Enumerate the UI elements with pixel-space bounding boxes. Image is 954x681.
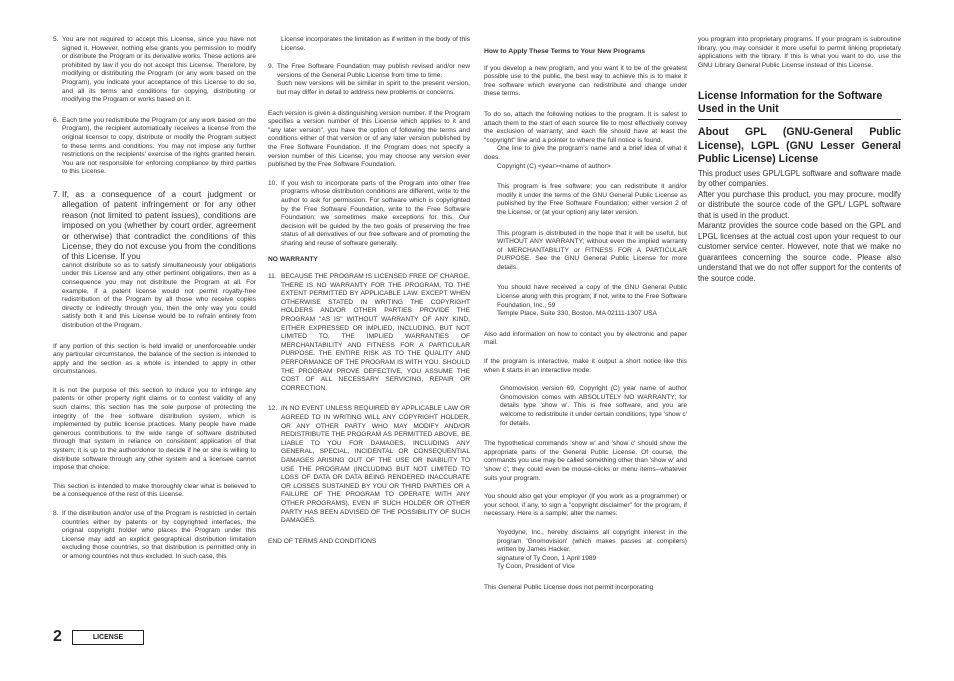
copyright-line: Copyright (C) <year><name of author>: [497, 162, 611, 170]
item-number: 11.: [268, 273, 277, 281]
item-number: 12.: [268, 405, 278, 413]
item-number: 8.: [53, 510, 59, 517]
item-text: cannot distribute so as to satisfy simultaneously your obligations under this License and any other pertinent obligations, then as a consequence you may not distribute the Program at all. For example, if a patent license would not permit royalty-free redistribution of the Program by all those who receive copies directly or indirectly through you, then the only way you could satisfy both it and this License would be to refrain entirely from distribution of the Program.: [62, 261, 256, 329]
paragraph: This product uses GPL/LGPL software and software made by other companies.: [698, 168, 901, 189]
end-of-terms: END OF TERMS AND CONDITIONS: [268, 537, 377, 545]
paragraph: If the program is interactive, make it output a short notice like this when it starts in an interactive mode:: [484, 358, 687, 374]
paragraph: If any portion of this section is held invalid or unenforceable under any particular circumstance, the balance of the section is intended to apply and the section as a whole is intended to apply in other circumstances.: [53, 342, 256, 376]
gpl-body: [698, 169, 901, 285]
column-1: [53, 36, 256, 570]
item-number: 10.: [268, 179, 278, 187]
section-title: License Information for the Software Used in the Unit: [698, 90, 901, 120]
paragraph: After you purchase this product, you may procure, modify or distribute the source code of the GPL/ LGPL software that is used in the product.: [698, 189, 901, 220]
signature-name: Ty Coon, President of Vice: [497, 563, 575, 571]
paragraph: This program is free software; you can redistribute it and/or modify it under the terms of the GNU General Public License as published by the Free Software Foundation; either version 2 of the License, or (at your option) any later version.: [497, 183, 687, 216]
paragraph: Yoyodyne, Inc., hereby disclaims all copyright interest in the program 'Gnomovision' (which makes passes at compilers) written by James Hacker.: [497, 528, 687, 554]
license-item-9: [268, 63, 470, 97]
paragraph: Marantz provides the source code based on the GPL and LPGL licenses at the actual cost upon your request to our customer service center. However, note that we make no guarantees concerning the source code. Please also understand that we do not offer support for the contents of the source code.: [698, 221, 901, 283]
item-text: If you wish to incorporate parts of the Program into other free programs whose distribution conditions are different, write to the author to ask for permission. For software which is copyrighted by the Free Software Foundation, write to the Free Software Foundation; we sometimes make exceptions for this. Our decision will be guided by the two goals of preserving the free status of all derivatives of our free software and of promoting the sharing and reuse of software generally.: [281, 179, 470, 247]
license-item-6: [53, 117, 256, 177]
page-number: 2: [53, 628, 62, 645]
license-item-5: [53, 36, 256, 105]
paragraph: You should have received a copy of the GNU General Public License along with this program; if not, write to the Free Software Foundation, Inc., 59: [497, 284, 687, 309]
paragraph: This section is intended to make thoroughly clear what is believed to be a consequence of the rest of this License.: [53, 482, 256, 499]
paragraph: This program is distributed in the hope that it will be useful, but WITHOUT ANY WARRANTY; without even the implied warranty of MERCHANTABILITY or FITNESS FOR A PARTICULAR PURPOSE. See the GNU General Public License for more details.: [497, 229, 687, 271]
how-to-apply-heading: How to Apply These Terms to Your New Programs: [484, 48, 646, 55]
item-text: Each time you redistribute the Program (or any work based on the Program), the recipient automatically receives a license from the original licensor to copy, distribute or modify the Program subject to these terms and conditions. You may not impose any further restrictions on the recipients' exercise of the rights granted herein. You are not responsible for enforcing compliance by third parties to this License.: [62, 116, 256, 176]
paragraph: You should also get your employer (if you work as a programmer) or your school, if any, to sign a "copyright disclaimer" for the program, if necessary. Here is a sample; alter the names:: [484, 493, 687, 518]
no-warranty-heading: NO WARRANTY: [268, 256, 318, 264]
license-item-7: [53, 189, 256, 331]
item-number: 9.: [268, 63, 274, 71]
column-3: [484, 36, 687, 601]
section-label: LICENSE: [72, 630, 144, 645]
signature-line: signature of Ty Coon, 1 April 1989: [497, 554, 597, 562]
item-number: 6.: [53, 116, 59, 124]
item-number: 5.: [53, 36, 59, 43]
license-item-10: [268, 180, 470, 249]
item-text: If the distribution and/or use of the Program is restricted in certain countries either by patents or by copyrighted interfaces, the original copyright holder who places the Program under this License may add an explicit geographical distribution limitation excluding those countries, so that distribution is permitted only in or among countries not thus excluded. In such case, this: [62, 510, 256, 560]
paragraph: you program into proprietary programs. If your program is subroutine library, you may consider it more useful to permit linking proprietary applications with the library. If this is what you want to do, use the GNU Library General Public License instead of this License.: [698, 36, 901, 69]
item-text: BECAUSE THE PROGRAM IS LICENSED FREE OF CHARGE, THERE IS NO WARRANTY FOR THE PROGRAM, TO THE EXTENT PERMITTED BY APPLICABLE LAW. EXCEPT WHEN OTHERWISE STATED IN WRITING THE COPYRIGHT HOLDERS AND/OR OTHER PARTIES PROVIDE THE PROGRAM "AS IS" WITHOUT WARRANTY OF ANY KIND, EITHER EXPRESSED OR IMPLIED, INCLUDING, BUT NOT LIMITED TO, THE IMPLIED WARRANTIES OF MERCHANTABILITY AND FITNESS FOR A PARTICULAR PURPOSE. THE ENTIRE RISK AS TO THE QUALITY AND PERFORMANCE OF THE PROGRAM IS WITH YOU. SHOULD THE PROGRAM PROVE DEFECTIVE, YOU ASSUME THE COST OF ALL NECESSARY SERVICING, REPAIR OR CORRECTION.: [281, 273, 470, 392]
paragraph: Each version is given a distinguishing version number. If the Program specifies a version number of this License which applies to it and "any later version", you have the option of following the terms and conditions either of that version or of any later version published by the Free Software Foundation. If the Program does not specify a version number of this License, you may choose any version ever published by the Free Software Foundation.: [268, 109, 470, 169]
column-4: [698, 36, 901, 284]
paragraph: This General Public License does not permit incorporating: [484, 583, 654, 591]
paragraph: The hypothetical commands 'show w' and 'show c' should show the appropriate parts of the General Public License. Of course, the commands you use may be called something other than 'show w' and 'show c'; they could even be mouse-clicks or menu items--whatever suits your program.: [484, 440, 687, 482]
paragraph: License incorporates the limitation as if written in the body of this License.: [281, 36, 470, 52]
paragraph: Gnomovision version 69, Copyright (C) year name of author Gnomovision comes with ABSOLUTELY NO WARRANTY; for details type 'show w'. This is free software, and you are welcome to redistribute it under certain conditions; type 'show c' for details.: [500, 385, 687, 427]
paragraph: If you develop a new program, and you want it to be of the greatest possible use to the public, the best way to achieve this is to make it free software which everyone can redistribute and change under these terms.: [484, 64, 687, 98]
item-text: You are not required to accept this License, since you have not signed it. However, nothing else grants you permission to modify or distribute the Program or its derivative works. These actions are prohibited by law if you do not accept this License. Therefore, by modifying or distributing the Program (or any work based on the Program), you indicate your acceptance of this License to do so, and all its terms and conditions for copying, distributing or modifying the Program or works based on it.: [62, 36, 256, 104]
item-text-large: If, as a consequence of a court judgment or allegation of patent infringement or for any other reason (not limited to patent issues), conditions are imposed on you (whether by court order, agreement or otherwise) that contradict the conditions of this License, they do not excuse you from the conditions of this License. If you: [62, 188, 256, 262]
address: Temple Place, Suite 330, Boston, MA 02111-1307 USA: [497, 310, 657, 318]
column-2: [268, 36, 470, 554]
license-item-12: [268, 405, 470, 525]
license-item-8: [53, 510, 256, 562]
gpl-subtitle: About GPL (GNU-General Public License), LGPL (GNU Lesser General Public License) License: [698, 126, 901, 166]
paragraph: To do so, attach the following notices to the program. It is safest to attach them to the start of each source file to most effectively convey the exclusion of warranty; and each file should have at least the "copyright" line and a pointer to where the full notice is found.: [484, 110, 687, 144]
item-text: The Free Software Foundation may publish revised and/or new versions of the General Public License from time to time.: [277, 63, 470, 79]
paragraph: It is not the purpose of this section to induce you to infringe any patents or other property right claims or to contest validity of any such claims; this section has the sole purpose of protecting the integrity of the free software distribution system, which is implemented by public license practices. Many people have made generous contributions to the wide range of software distributed through that system in reliance on consistent application of that system; it is up to the author/donor to decide if he or she is willing to distribute software through any other system and a licensee cannot impose that choice.: [53, 386, 256, 472]
item-number: 7.: [53, 188, 60, 199]
license-item-11: [268, 273, 470, 393]
paragraph: Also add information on how to contact you by electronic and paper mail.: [484, 330, 687, 347]
item-text: IN NO EVENT UNLESS REQUIRED BY APPLICABLE LAW OR AGREED TO IN WRITING WILL ANY COPYRIGHT HOLDER, OR ANY OTHER PARTY WHO MAY MODIFY AND/OR REDISTRIBUTE THE PROGRAM AS PERMITTED ABOVE, BE LIABLE TO YOU FOR DAMAGES, INCLUDING ANY GENERAL, SPECIAL, INCIDENTAL OR CONSEQUENTIAL DAMAGES ARISING OUT OF THE USE OR INABILITY TO USE THE PROGRAM (INCLUDING BUT NOT LIMITED TO LOSS OF DATA OR DATA BEING RENDERED INACCURATE OR LOSSES SUSTAINED BY YOU OR THIRD PARTIES OR A FAILURE OF THE PROGRAM TO OPERATE WITH ANY OTHER PROGRAMS), EVEN IF SUCH HOLDER OR OTHER PARTY HAS BEEN ADVISED OF THE POSSIBILITY OF SUCH DAMAGES.: [281, 405, 470, 525]
paragraph: One line to give the program's name and a brief idea of what it does.: [484, 145, 687, 161]
item-text: Such new versions will be similar in spirit to the present version, but may differ in detail to address new problems or concerns.: [277, 80, 470, 96]
